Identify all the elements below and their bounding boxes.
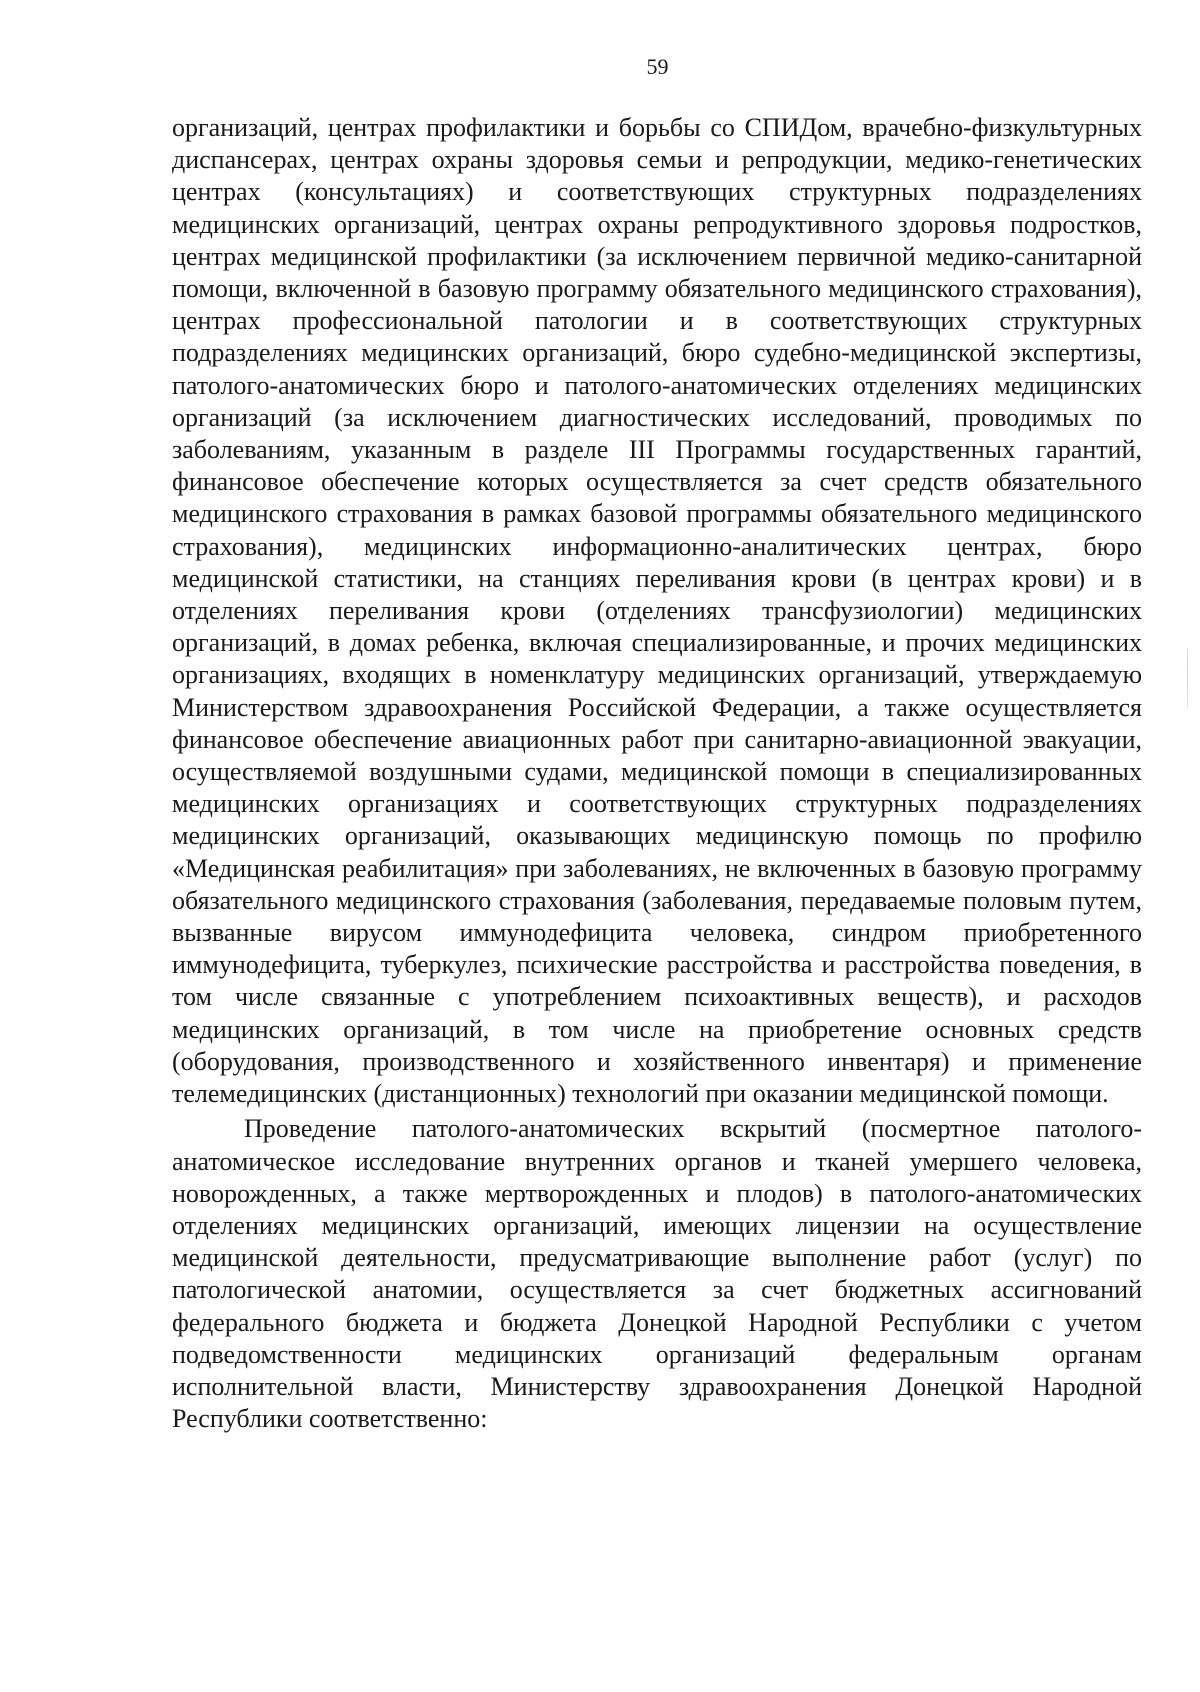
body-text <box>172 112 1142 1435</box>
paragraph-continuation: организаций, центрах профилактики и борьбы со СПИДом, врачебно-физкультурных диспансерах, центрах охраны здоровья семьи и репродукции, медико-генетических центрах (консультациях) и соответствующих структурных подразделениях медицинских организаций, центрах охраны репродуктивного здоровья подростков, центрах медицинской профилактики (за исключением первичной медико-санитарной помощи, включенной в базовую программу обязательного медицинского страхования), центрах профессиональной патологии и в соответствующих структурных подразделениях медицинских организаций, бюро судебно-медицинской экспертизы, патолого-анатомических бюро и патолого-анатомических отделениях медицинских организаций (за исключением диагностических исследований, проводимых по заболеваниям, указанным в разделе III Программы государственных гарантий, финансовое обеспечение которых осуществляется за счет средств обязательного медицинского страхования в рамках базовой программы обязательного медицинского страхования), медицинских информационно-аналитических центрах, бюро медицинской статистики, на станциях переливания крови (в центрах крови) и в отделениях переливания крови (отделениях трансфузиологии) медицинских организаций, в домах ребенка, включая специализированные, и прочих медицинских организациях, входящих в номенклатуру медицинских организаций, утверждаемую Министерством здравоохранения Российской Федерации, а также осуществляется финансовое обеспечение авиационных работ при санитарно-авиационной эвакуации, осуществляемой воздушными судами, медицинской помощи в специализированных медицинских организациях и соответствующих структурных подразделениях медицинских организаций, оказывающих медицинскую помощь по профилю «Медицинская реабилитация» при заболеваниях, не включенных в базовую программу обязательного медицинского страхования (заболевания, передаваемые половым путем, вызванные вирусом иммунодефицита человека, синдром приобретенного иммунодефицита, туберкулез, психические расстройства и расстройства поведения, в том числе связанные с употреблением психоактивных веществ), и расходов медицинских организаций, в том числе на приобретение основных средств (оборудования, производственного и хозяйственного инвентаря) и применение телемедицинских (дистанционных) технологий при оказании медицинской помощи. <box>172 113 1142 1109</box>
paragraph-autopsy-funding: Проведение патолого-анатомических вскрытий (посмертное патолого-анатомическое исследование внутренних органов и тканей умершего человека, новорожденных, а также мертворожденных и плодов) в патолого-анатомических отделениях медицинских организаций, имеющих лицензии на осуществление медицинской деятельности, предусматривающие выполнение работ (услуг) по патологической анатомии, осуществляется за счет бюджетных ассигнований федерального бюджета и бюджета Донецкой Народной Республики с учетом подведомственности медицинских организаций федеральным органам исполнительной власти, Министерству здравоохранения Донецкой Народной Республики соответственно: <box>172 1114 1142 1434</box>
page-number: 59 <box>646 54 669 79</box>
scan-artifact <box>1187 648 1188 708</box>
